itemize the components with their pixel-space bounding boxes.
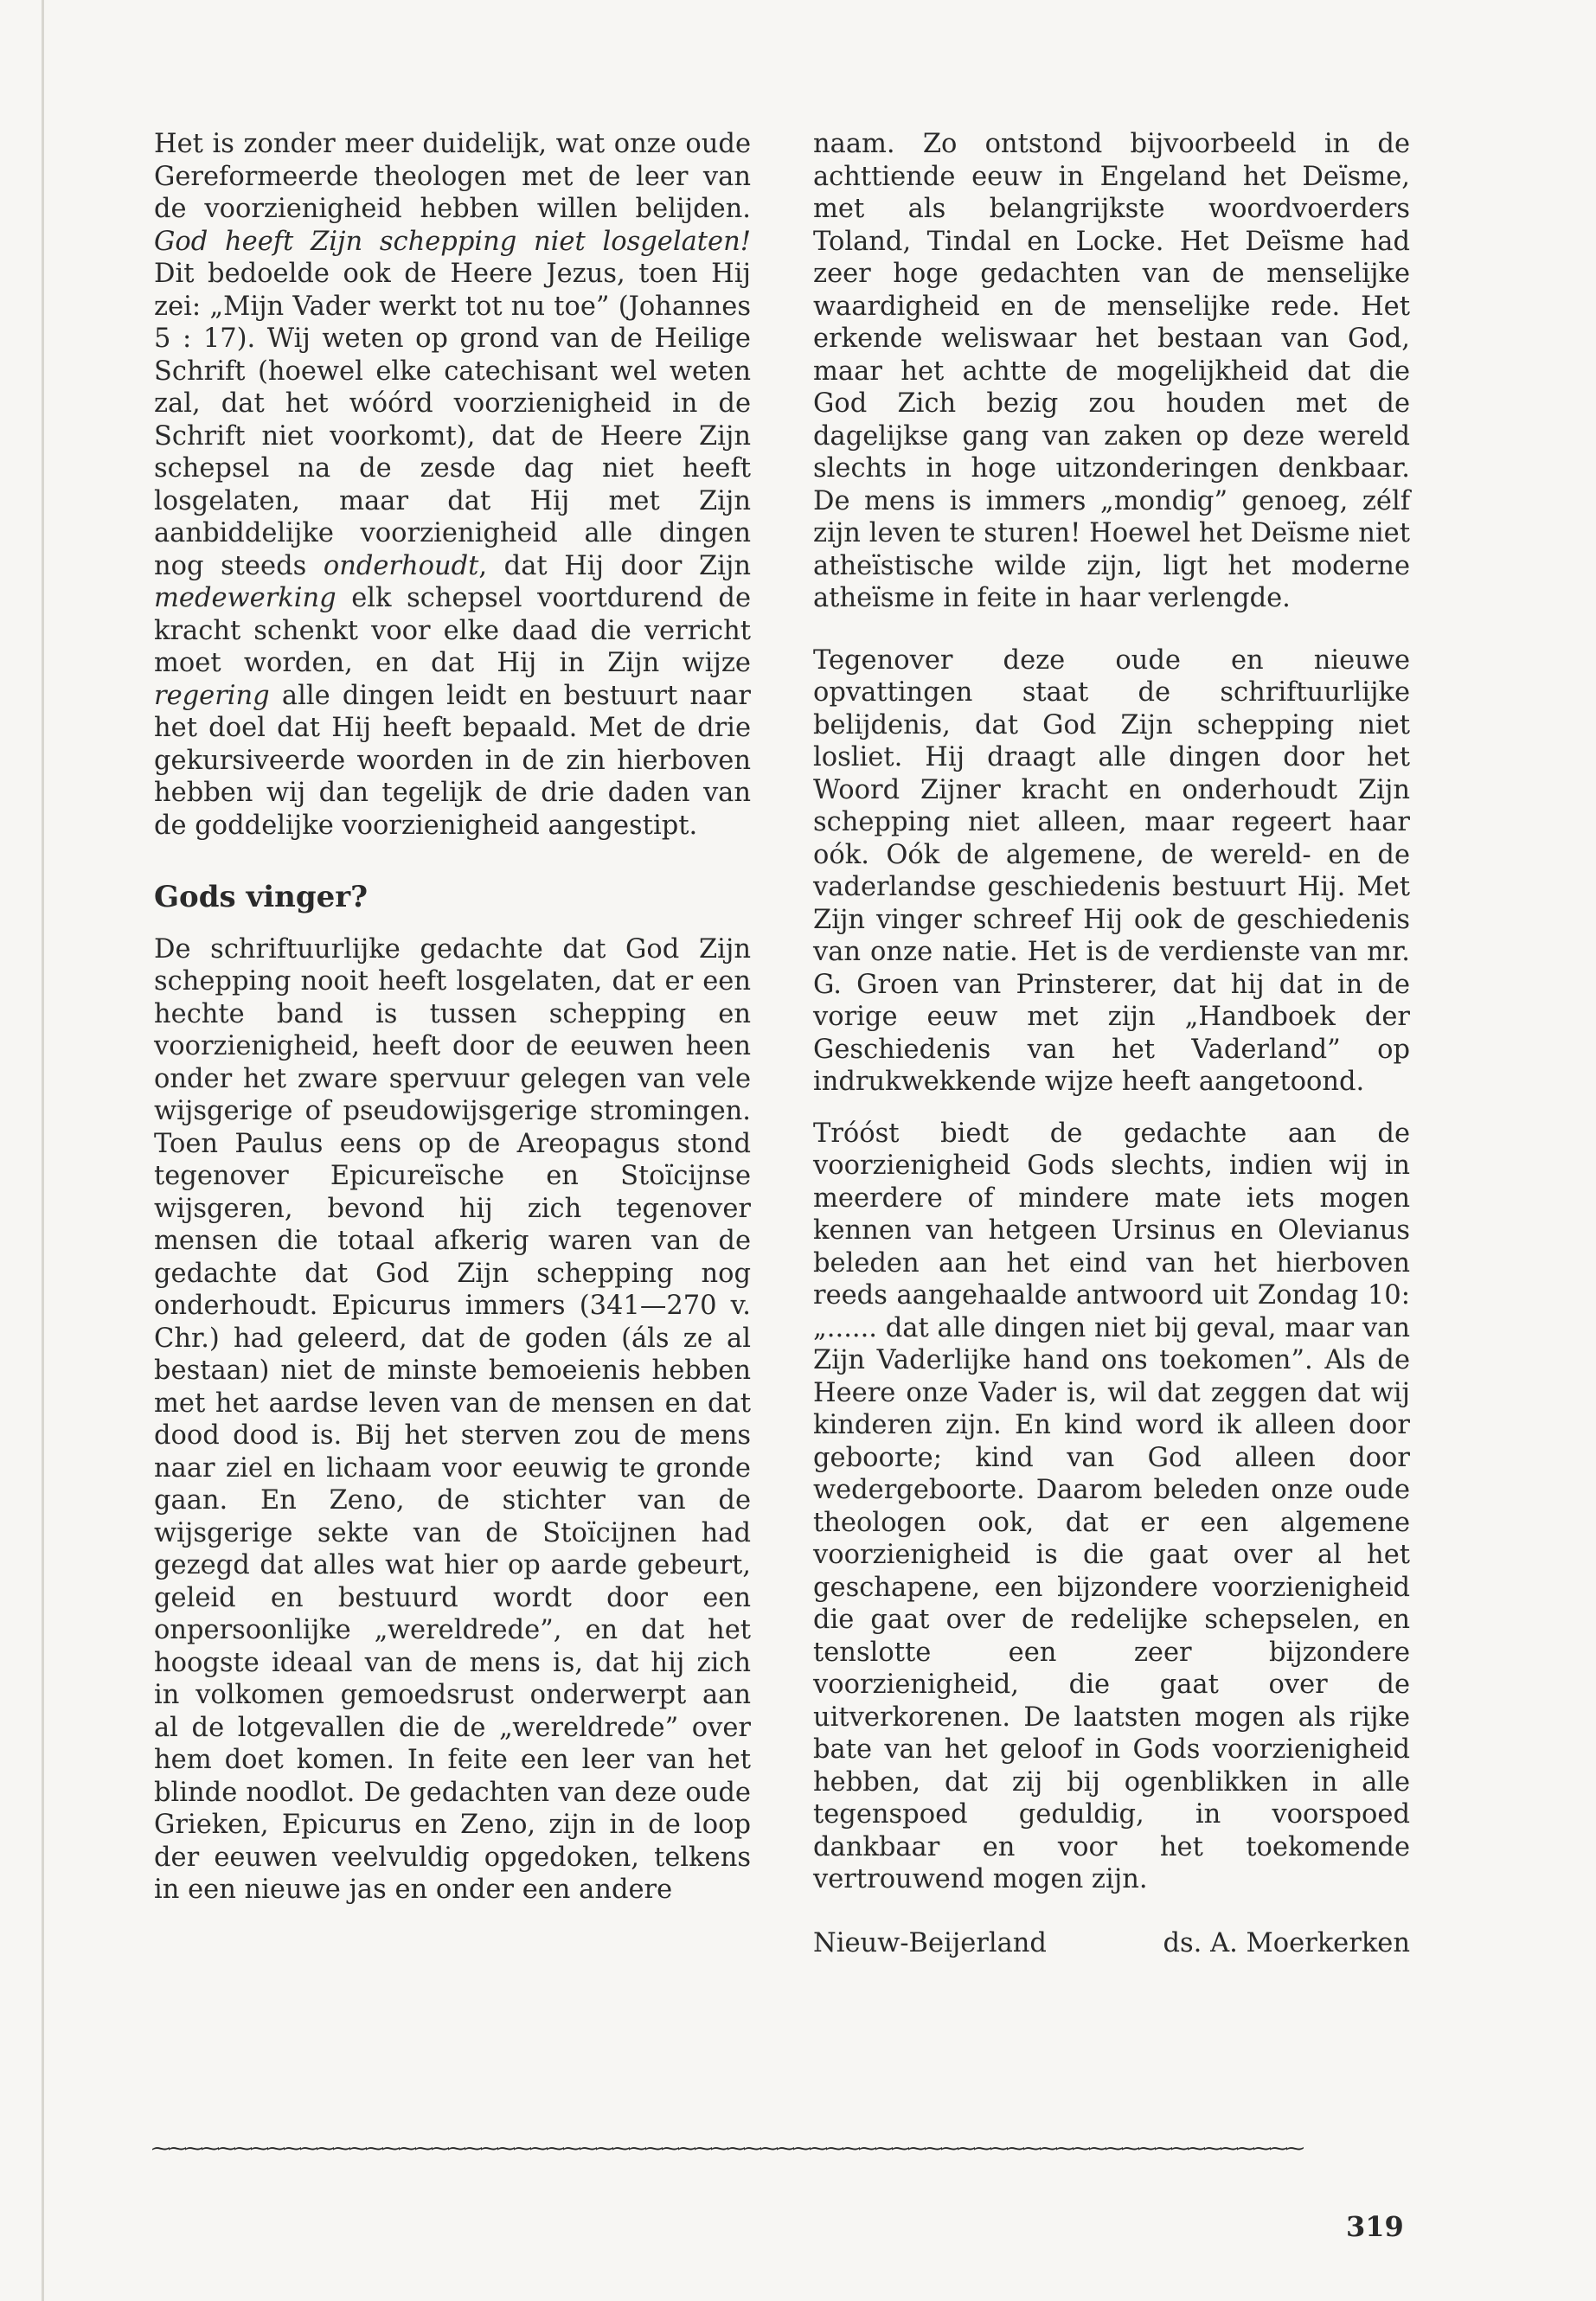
left-column <box>154 128 751 1907</box>
body-paragraph: Tegenover deze oude en nieuwe opvattingen staat de schriftuurlijke belijdenis, dat God Zijn schepping niet losliet. Hij draagt alle dingen door het Woord Zijner kracht en onderhoudt Zijn schepping niet alleen, maar regeert haar oók. Oók de algemene, de wereld- en de vaderlandse geschiedenis bestuurt Hij. Met Zijn vinger schreef Hij ook de geschiedenis van onze natie. Het is de verdienste van mr. G. Groen van Prinsterer, dat hij dat in de vorige eeuw met zijn „Handboek der Geschiedenis van het Vaderland” op indrukwekkende wijze heeft aangetoond. <box>813 644 1410 1097</box>
signature-place: Nieuw-Beijerland <box>813 1927 1047 1958</box>
emphasis: onderhoudt <box>323 550 479 581</box>
decorative-rule: ⁓⁓⁓⁓⁓⁓⁓⁓⁓⁓⁓⁓⁓⁓⁓⁓⁓⁓⁓⁓⁓⁓⁓⁓⁓⁓⁓⁓⁓⁓⁓⁓⁓⁓⁓⁓⁓⁓⁓⁓⁓⁓⁓⁓⁓⁓⁓⁓⁓⁓⁓⁓⁓⁓⁓⁓⁓⁓⁓⁓⁓⁓⁓⁓⁓⁓⁓⁓⁓⁓ <box>151 2138 1302 2157</box>
emphasis: medewerking <box>154 583 337 613</box>
body-paragraph: naam. Zo ontstond bijvoorbeeld in de achttiende eeuw in Engeland het Deïsme, met als belangrijkste woordvoerders Toland, Tindal en Locke. Het Deïsme had zeer hoge gedachten van de menselijke waardigheid en de menselijke rede. Het erkende weliswaar het bestaan van God, maar het achtte de mogelijkheid dat die God Zich bezig zou houden met de dagelijkse gang van zaken op deze wereld slechts in hoge uitzonderingen denkbaar. De mens is immers „mondig” genoeg, zélf zijn leven te sturen! Hoewel het Deïsme niet atheïstische wilde zijn, ligt het moderne atheïsme in feite in haar verlengde. <box>813 129 1410 613</box>
signature-name: ds. A. Moerkerken <box>1163 1927 1410 1958</box>
emphasis: God heeft Zijn schepping niet losgelaten! <box>154 226 751 257</box>
right-column <box>813 128 1410 1959</box>
body-paragraph: Tróóst biedt de gedachte aan de voorzienigheid Gods slechts, indien wij in meerdere of mindere mate iets mogen kennen van hetgeen Ursinus en Olevianus beleden aan het eind van het hierboven reeds aangehaalde antwoord uit Zondag 10: „...... dat alle dingen niet bij geval, maar van Zijn Vaderlijke hand ons toekomen”. Als de Heere onze Vader is, wil dat zeggen dat wij kinderen zijn. En kind word ik alleen door geboorte; kind van God alleen door wedergeboorte. Daarom beleden onze oude theologen ook, dat er een algemene voorzienigheid is die gaat over al het geschapene, een bijzondere voorzienigheid die gaat over de redelijke schepselen, en tenslotte een zeer bijzondere voorzienigheid, die gaat over de uitverkorenen. De laatsten mogen als rijke bate van het geloof in Gods voorzienigheid hebben, dat zij bij ogenblikken in alle tegenspoed geduldig, in voorspoed dankbaar en voor het toekomende vertrouwend mogen zijn. <box>813 1118 1410 1894</box>
page-number: 319 <box>1346 2210 1404 2243</box>
page-edge <box>42 0 44 2301</box>
emphasis: regering <box>154 680 270 711</box>
section-heading: Gods vinger? <box>154 880 369 914</box>
body-paragraph: De schriftuurlijke gedachte dat God Zijn schepping nooit heeft losgelaten, dat er een hechte band is tussen schepping en voorzienigheid, heeft door de eeuwen heen onder het zware spervuur gelegen van vele wijsgerige of pseudowijsgerige stromingen. Toen Paulus eens op de Areopagus stond tegenover Epicureïsche en Stoïcijnse wijsgeren, bevond hij zich tegenover mensen die totaal afkerig waren van de gedachte dat God Zijn schepping nog onderhoudt. Epicurus immers (341—270 v. Chr.) had geleerd, dat de goden (áls ze al bestaan) niet de minste bemoeienis hebben met het aardse leven van de mensen en dat dood dood is. Bij het sterven zou de mens naar ziel en lichaam voor eeuwig te gronde gaan. En Zeno, de stichter van de wijsgerige sekte van de Stoïcijnen had gezegd dat alles wat hier op aarde gebeurt, geleid en bestuurd wordt door een onpersoonlijke „wereldrede”, en dat het hoogste ideaal van de mens is, dat hij zich in volkomen gemoedsrust onderwerpt aan al de lotgevallen die de „wereldrede” over hem doet komen. In feite een leer van het blinde noodlot. De gedachten van deze oude Grieken, Epicurus en Zeno, zijn in de loop der eeuwen veelvuldig opgedoken, telkens in een nieuwe jas en onder een andere <box>154 933 751 1905</box>
signature <box>813 1927 1410 1960</box>
intro-paragraph: Het is zonder meer duidelijk, wat onze oude Gereformeerde theologen met de leer van de voorzienigheid hebben willen belijden. God heeft Zijn schepping niet losgelaten! Dit bedoelde ook de Heere Jezus, toen Hij zei: „Mijn Vader werkt tot nu toe” (Johannes 5 : 17). Wij weten op grond van de Heilige Schrift (hoewel elke catechisant wel weten zal, dat het wóórd voorzienigheid in de Schrift niet voorkomt), dat de Heere Zijn schepsel na de zesde dag niet heeft losgelaten, maar dat Hij met Zijn aanbiddelijke voorzienigheid alle dingen nog steeds onderhoudt, dat Hij door Zijn medewerking elk schepsel voortdurend de kracht schenkt voor elke daad die verricht moet worden, en dat Hij in Zijn wijze regering alle dingen leidt en bestuurt naar het doel dat Hij heeft bepaald. Met de drie gekursiveerde woorden in de zin hierboven hebben wij dan tegelijk de drie daden van de goddelijke voorzienigheid aangestipt. <box>154 129 751 841</box>
